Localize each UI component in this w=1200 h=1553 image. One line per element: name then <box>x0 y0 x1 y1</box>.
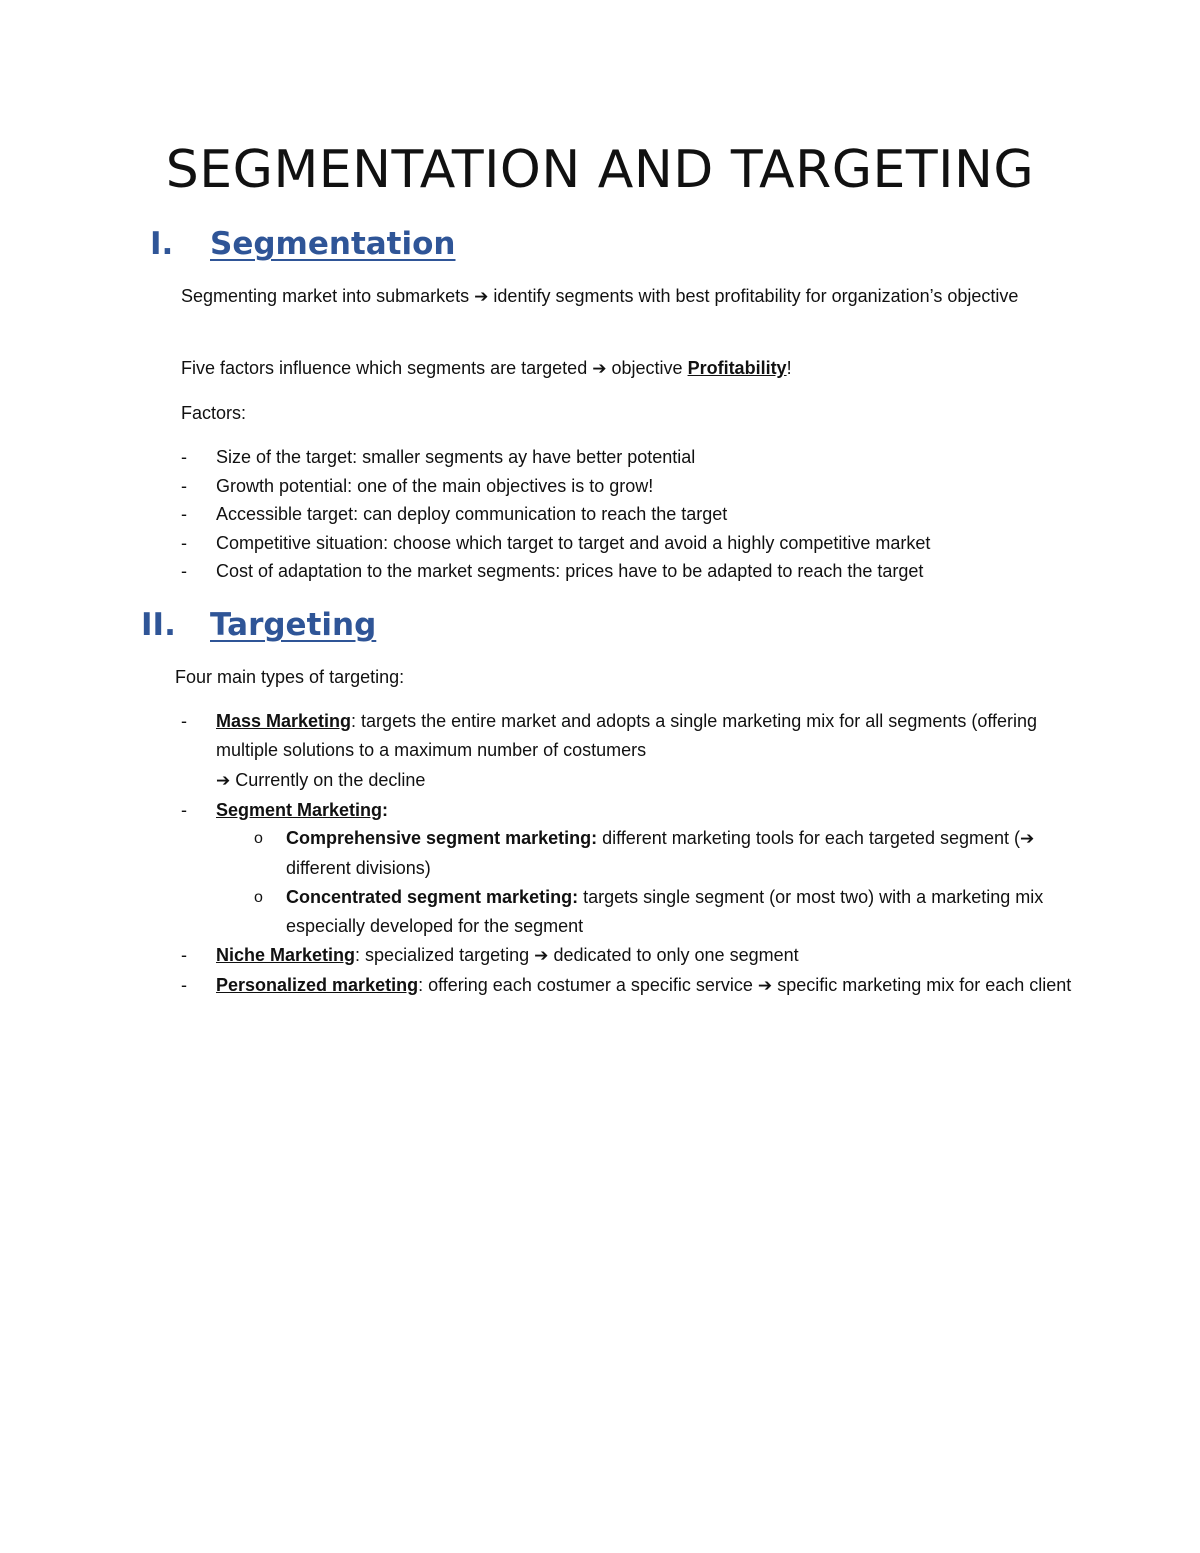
term-label: Niche Marketing <box>216 945 356 965</box>
dash-bullet-icon: - <box>181 945 187 965</box>
list-item-niche-marketing: - Niche Marketing: specialized targeting ➔ dedicated to only one segment <box>216 941 1076 971</box>
arrow-right-icon: ➔ <box>474 287 489 307</box>
list-item: - Competitive situation: choose which target to target and avoid a highly competitive market <box>216 529 1076 558</box>
segmentation-paragraph-2: Five factors influence which segments are targeted ➔ objective Profitability! <box>181 358 792 379</box>
dash-bullet-icon: - <box>181 447 187 467</box>
factors-list <box>181 443 1076 586</box>
section-title: Targeting <box>210 607 377 643</box>
targeting-intro: Four main types of targeting: <box>175 667 405 687</box>
section-heading-targeting <box>141 607 376 643</box>
list-item: - Cost of adaptation to the market segments: prices have to be adapted to reach the target <box>216 557 1076 586</box>
list-item: - Accessible target: can deploy communication to reach the target <box>216 500 1076 529</box>
list-item-segment-marketing: - Segment Marketing: o Comprehensive segment marketing: different marketing tools for each targeted segment (➔ different divisions) o Concentrated segment marketing: targets single segment (or most two) with a marketing mix especially developed for the segment <box>216 796 1076 942</box>
list-item-personalized-marketing: - Personalized marketing: offering each costumer a specific service ➔ specific marketing mix for each client <box>216 971 1076 1001</box>
list-item: - Growth potential: one of the main objectives is to grow! <box>216 472 1076 501</box>
targeting-types-list <box>181 707 1076 1000</box>
term-label: Mass Marketing <box>216 711 352 731</box>
profitability-emphasis: Profitability <box>687 358 787 378</box>
dash-bullet-icon: - <box>181 475 187 496</box>
dash-bullet-icon: - <box>181 799 187 820</box>
arrow-right-icon: ➔ <box>1020 829 1035 849</box>
term-label: Segment Marketing <box>216 799 383 820</box>
dash-bullet-icon: - <box>181 532 187 553</box>
sublist-item: o Concentrated segment marketing: targets single segment (or most two) with a marketing mix especially developed for the segment <box>286 883 1076 941</box>
sublist-item: o Comprehensive segment marketing: different marketing tools for each targeted segment (➔ different divisions) <box>286 824 1076 883</box>
dash-bullet-icon: - <box>181 974 187 995</box>
dash-bullet-icon: - <box>181 561 187 581</box>
section-title: Segmentation <box>210 226 456 262</box>
section-heading-segmentation <box>150 226 456 262</box>
factors-label: Factors: <box>181 403 247 423</box>
arrow-right-icon: ➔ <box>592 359 607 379</box>
circle-bullet-icon: o <box>254 889 263 906</box>
dash-bullet-icon: - <box>181 711 187 731</box>
section-number: II. <box>141 607 176 643</box>
list-item: - Size of the target: smaller segments ay have better potential <box>216 443 1076 472</box>
dash-bullet-icon: - <box>181 504 187 524</box>
circle-bullet-icon: o <box>254 830 263 847</box>
segmentation-paragraph-1: Segmenting market into submarkets ➔ identify segments with best profitability for organization’s objective <box>181 286 1019 307</box>
arrow-right-icon: ➔ <box>216 771 231 791</box>
arrow-right-icon: ➔ <box>757 975 773 996</box>
segment-marketing-sublist <box>216 824 1076 941</box>
document-title: SEGMENTATION AND TARGETING <box>165 140 1035 200</box>
term-label: Personalized marketing <box>216 974 419 995</box>
section-number: I. <box>150 226 174 262</box>
mass-note: ➔ Currently on the decline <box>216 770 426 791</box>
list-item-mass-marketing: - Mass Marketing: targets the entire market and adopts a single marketing mix for all segments (offering multiple solutions to a maximum number of costumers ➔ Currently on the decline <box>216 707 1076 796</box>
arrow-right-icon: ➔ <box>534 946 549 966</box>
